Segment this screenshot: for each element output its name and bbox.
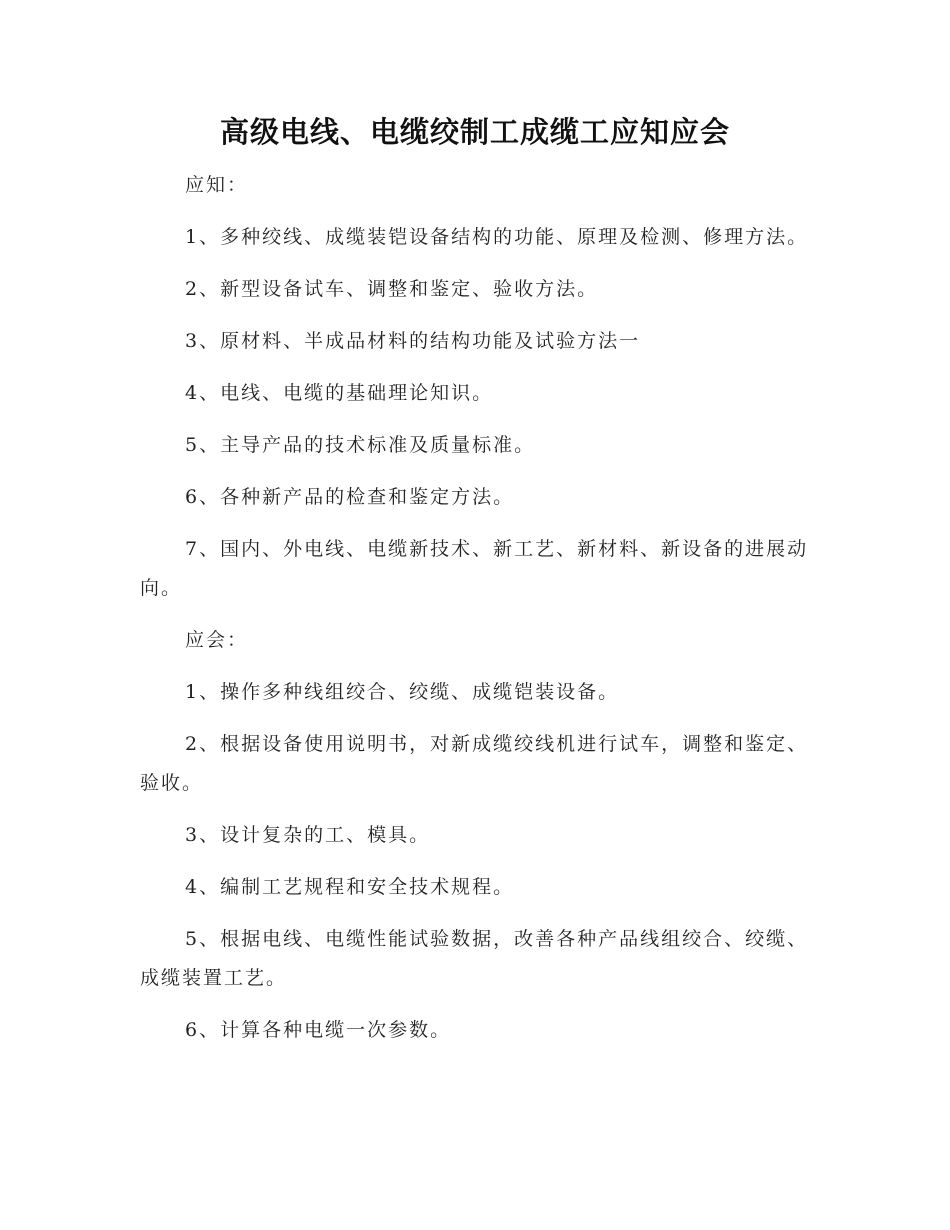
paragraph: 7、国内、外电线、电缆新技术、新工艺、新材料、新设备的进展动向。 xyxy=(140,538,809,599)
paragraph: 3、原材料、半成品材料的结构功能及试验方法一 xyxy=(185,330,641,352)
paragraph: 1、操作多种线组绞合、绞缆、成缆铠装设备。 xyxy=(185,681,620,703)
paragraph: 6、计算各种电缆一次参数。 xyxy=(185,1019,452,1041)
paragraph: 5、根据电线、电缆性能试验数据，改善各种产品线组绞合、绞缆、成缆装置工艺。 xyxy=(140,928,809,989)
paragraph: 4、编制工艺规程和安全技术规程。 xyxy=(185,876,515,898)
paragraph: 1、多种绞线、成缆装铠设备结构的功能、原理及检测、修理方法。 xyxy=(185,226,809,248)
document-body xyxy=(140,166,810,1063)
paragraph: 2、根据设备使用说明书，对新成缆绞线机进行试车，调整和鉴定、验收。 xyxy=(140,733,809,794)
paragraph: 2、新型设备试车、调整和鉴定、验收方法。 xyxy=(185,278,599,300)
document-title: 高级电线、电缆绞制工成缆工应知应会 xyxy=(219,115,730,149)
paragraph-heading-skills: 应会： xyxy=(185,629,249,651)
paragraph: 3、设计复杂的工、模具。 xyxy=(185,824,431,846)
paragraph: 6、各种新产品的检查和鉴定方法。 xyxy=(185,486,515,508)
paragraph: 4、电线、电缆的基础理论知识。 xyxy=(185,382,494,404)
paragraph-heading-knowledge: 应知： xyxy=(185,174,249,196)
paragraph: 5、主导产品的技术标准及质量标准。 xyxy=(185,434,536,456)
